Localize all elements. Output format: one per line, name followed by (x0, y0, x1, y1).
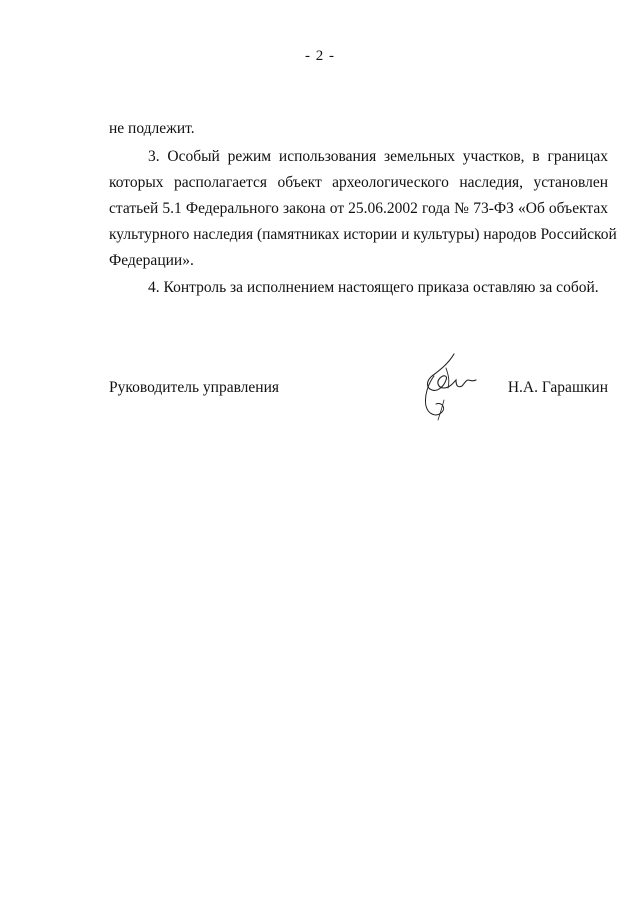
paragraph-3-line-5: Федерации». (109, 252, 194, 269)
paragraph-4-line-1: 4. Контроль за исполнением настоящего приказа оставляю за собой. (148, 279, 599, 296)
handwritten-signature (418, 350, 480, 422)
paragraph-3-line-1: 3. Особый режим использования земельных участков, в границах (148, 148, 608, 165)
paragraph-3-line-2: которых располагается объект археологического наследия, установлен (109, 174, 608, 191)
signatory-name: Н.А. Гарашкин (507, 379, 608, 396)
paragraph-3-line-3: статьей 5.1 Федерального закона от 25.06.2002 года № 73-ФЗ «Об объектах (109, 200, 608, 217)
page-number: - 2 - (305, 48, 335, 64)
signatory-position: Руководитель управления (109, 379, 280, 396)
paragraph-3-line-4: культурного наследия (памятниках истории и культуры) народов Российской (109, 226, 617, 243)
text-line-continuation: не подлежит. (109, 120, 195, 137)
